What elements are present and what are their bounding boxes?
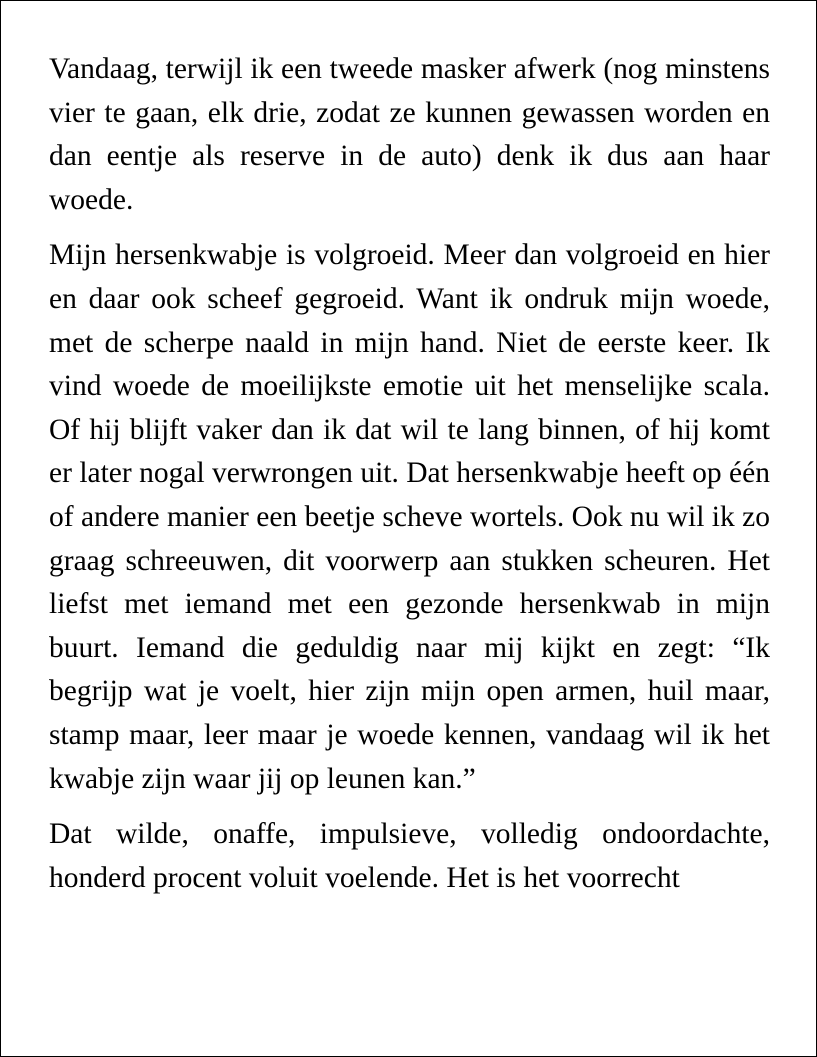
paragraph-2: Mijn hersenkwabje is volgroeid. Meer dan volgroeid en hier en daar ook scheef gegroeid. Want ik ondruk mijn woede, met de scherpe naald in mijn hand. Niet de eerste keer. Ik vind woede de moeilijkste emotie uit het menselijke scala. Of hij blijft vaker dan ik dat wil te lang binnen, of hij komt er later nogal verwrongen uit. Dat hersenkwabje heeft op één of andere manier een beetje scheve wortels. Ook nu wil ik zo graag schreeuwen, dit voorwerp aan stukken scheuren. Het liefst met iemand met een gezonde hersenkwab in mijn buurt. Iemand die geduldig naar mij kijkt en zegt: “Ik begrijp wat je voelt, hier zijn mijn open armen, huil maar, stamp maar, leer maar je woede kennen, vandaag wil ik het kwabje zijn waar jij op leunen kan.” — [49, 239, 770, 795]
document-body — [49, 48, 770, 900]
paragraph-3: Dat wilde, onaffe, impulsieve, volledig ondoordachte, honderd procent voluit voelende. Het is het voorrecht — [49, 818, 770, 894]
paragraph-1: Vandaag, terwijl ik een tweede masker afwerk (nog minstens vier te gaan, elk drie, zodat ze kunnen gewassen worden en dan eentje als reserve in de auto) denk ik dus aan haar woede. — [49, 53, 770, 216]
